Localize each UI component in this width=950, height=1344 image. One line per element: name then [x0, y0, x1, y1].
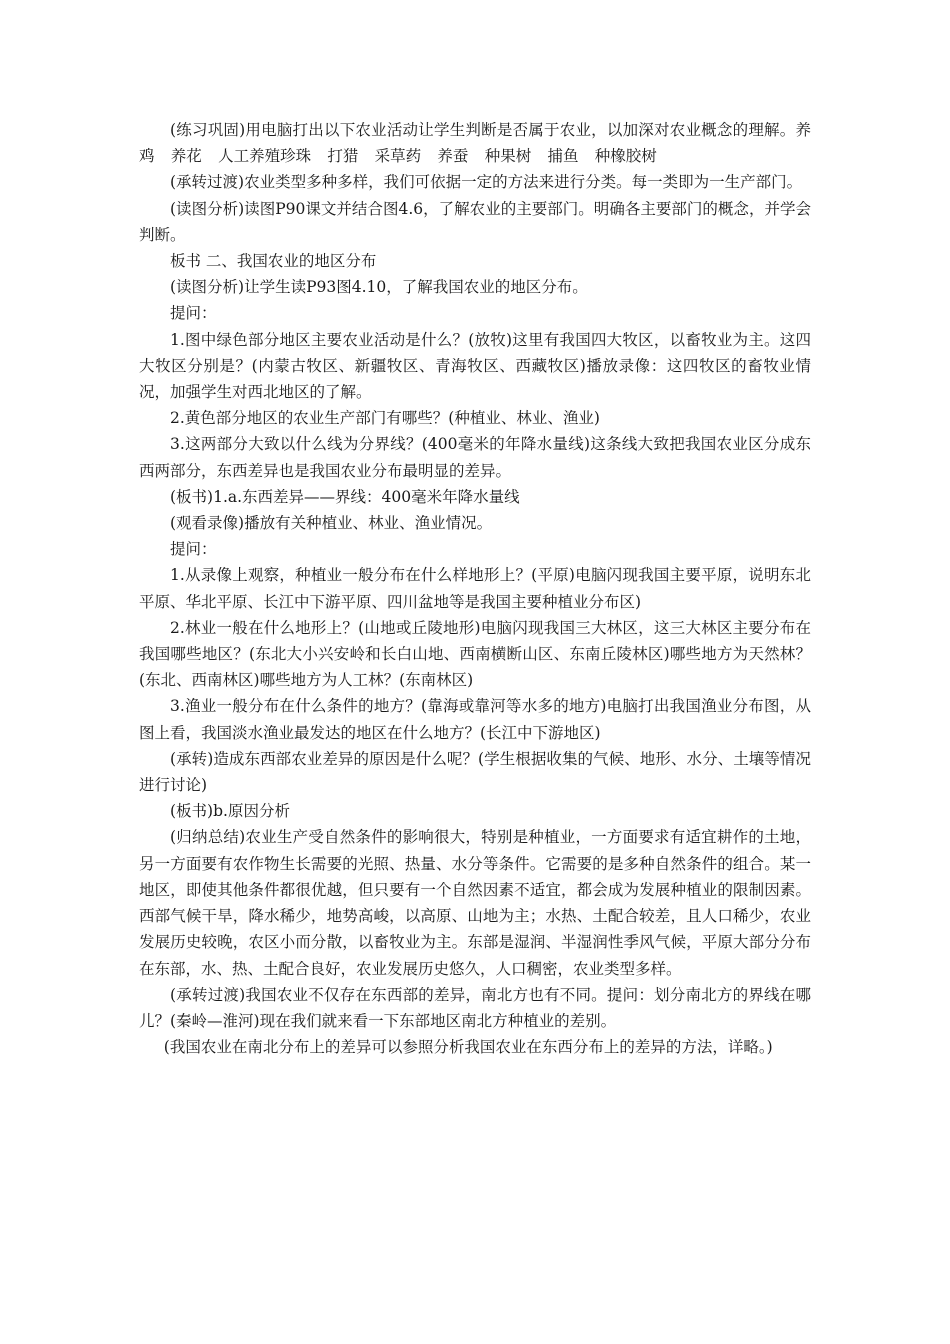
paragraph-practice-text: (练习巩固)用电脑打出以下农业活动让学生判断是否属于农业，以加深对农业概念的理解。: [170, 121, 796, 139]
activity-item: 种橡胶树: [594, 147, 657, 166]
activity-item: 人工养殖珍珠: [218, 147, 312, 166]
activity-item: 养鸡: [139, 121, 811, 166]
document-body: [139, 117, 811, 1060]
paragraph-transition-north-south: (承转过渡)我国农业不仅存在东西部的差异，南北方也有不同。提问：划分南北方的界线在哪儿？(秦岭—淮河)现在我们就来看一下东部地区南北方种植业的差别。: [139, 985, 811, 1030]
paragraph-note: (我国农业在南北分布上的差异可以参照分析我国农业在东西分布上的差异的方法，详略。): [163, 1038, 773, 1057]
paragraph-video: (观看录像)播放有关种植业、林业、渔业情况。: [170, 514, 493, 533]
paragraph-transition-types: (承转过渡)农业类型多种多样，我们可依据一定的方法来进行分类。每一类即为一生产部门。: [170, 173, 803, 192]
question-item: 1.图中绿色部分地区主要农业活动是什么？(放牧)这里有我国四大牧区，以畜牧业为主。这四大牧区分别是？(内蒙古牧区、新疆牧区、青海牧区、西藏牧区)播放录像：这四牧区的畜牧业情况，加强学生对西北地区的了解。: [139, 330, 811, 402]
blackboard-heading: 板书 二、我国农业的地区分布: [170, 252, 377, 271]
question-item: 3.渔业一般分布在什么条件的地方？(靠海或靠河等水多的地方)电脑打出我国渔业分布图，从图上看，我国淡水渔业最发达的地区在什么地方？(长江中下游地区): [139, 697, 811, 742]
activity-item: 养蚕: [437, 147, 469, 166]
question-item: 3.这两部分大致以什么线为分界线？(400毫米的年降水量线)这条线大致把我国农业区分成东西两部分，东西差异也是我国农业分布最明显的差异。: [139, 435, 811, 480]
paragraph-transition-causes: (承转)造成东西部农业差异的原因是什么呢？(学生根据收集的气候、地形、水分、土壤等情况进行讨论): [139, 749, 811, 795]
question-item: 1.从录像上观察，种植业一般分布在什么样地形上？(平原)电脑闪现我国主要平原，说明东北平原、华北平原、长江中下游平原、四川盆地等是我国主要种植业分布区): [139, 566, 811, 611]
question-item: 2.林业一般在什么地形上？(山地或丘陵地形)电脑闪现我国三大林区，这三大林区主要分布在我国哪些地区？(东北大小兴安岭和长白山地、西南横断山区、东南丘陵林区)哪些地方为天然林？(东北、西南林区)哪些地方为人工林？(东南林区): [139, 618, 811, 690]
question-item: 2.黄色部分地区的农业生产部门有哪些？(种植业、林业、渔业): [170, 409, 600, 428]
paragraph-summary: (归纳总结)农业生产受自然条件的影响很大，特别是种植业，一方面要求有适宜耕作的土地，另一方面要有农作物生长需要的光照、热量、水分等条件。它需要的是多种自然条件的组合。某一地区，即使其他条件都很优越，但只要有一个自然因素不适宜，都会成为发展种植业的限制因素。西部气候干旱，降水稀少，地势高峻，以高原、山地为主；水热、土配合较差，且人口稀少，农业发展历史较晚，农区小而分散，以畜牧业为主。东部是湿润、半湿润性季风气候，平原大部分分布在东部，水、热、土配合良好，农业发展历史悠久，人口稠密，农业类型多样。: [139, 828, 811, 978]
activity-item: 打猎: [327, 147, 359, 166]
question-label: 提问：: [170, 304, 217, 323]
blackboard-east-west: (板书)1.a.东西差异——界线：400毫米年降水量线: [170, 487, 520, 506]
paragraph-map-reading-distribution: (读图分析)让学生读P93图4.10，了解我国农业的地区分布。: [170, 278, 588, 297]
blackboard-cause-analysis: (板书)b.原因分析: [170, 802, 290, 821]
activity-item: 捕鱼: [547, 147, 579, 166]
activity-item: 养花: [170, 147, 202, 166]
paragraph-practice: [139, 117, 811, 169]
activity-item: 采草药: [374, 147, 422, 166]
paragraph-map-reading-sectors: (读图分析)读图P90课文并结合图4.6，了解农业的主要部门。明确各主要部门的概念，并学会判断。: [139, 199, 811, 244]
activity-item: 种果树: [484, 147, 532, 166]
question-label: 提问：: [170, 540, 217, 559]
